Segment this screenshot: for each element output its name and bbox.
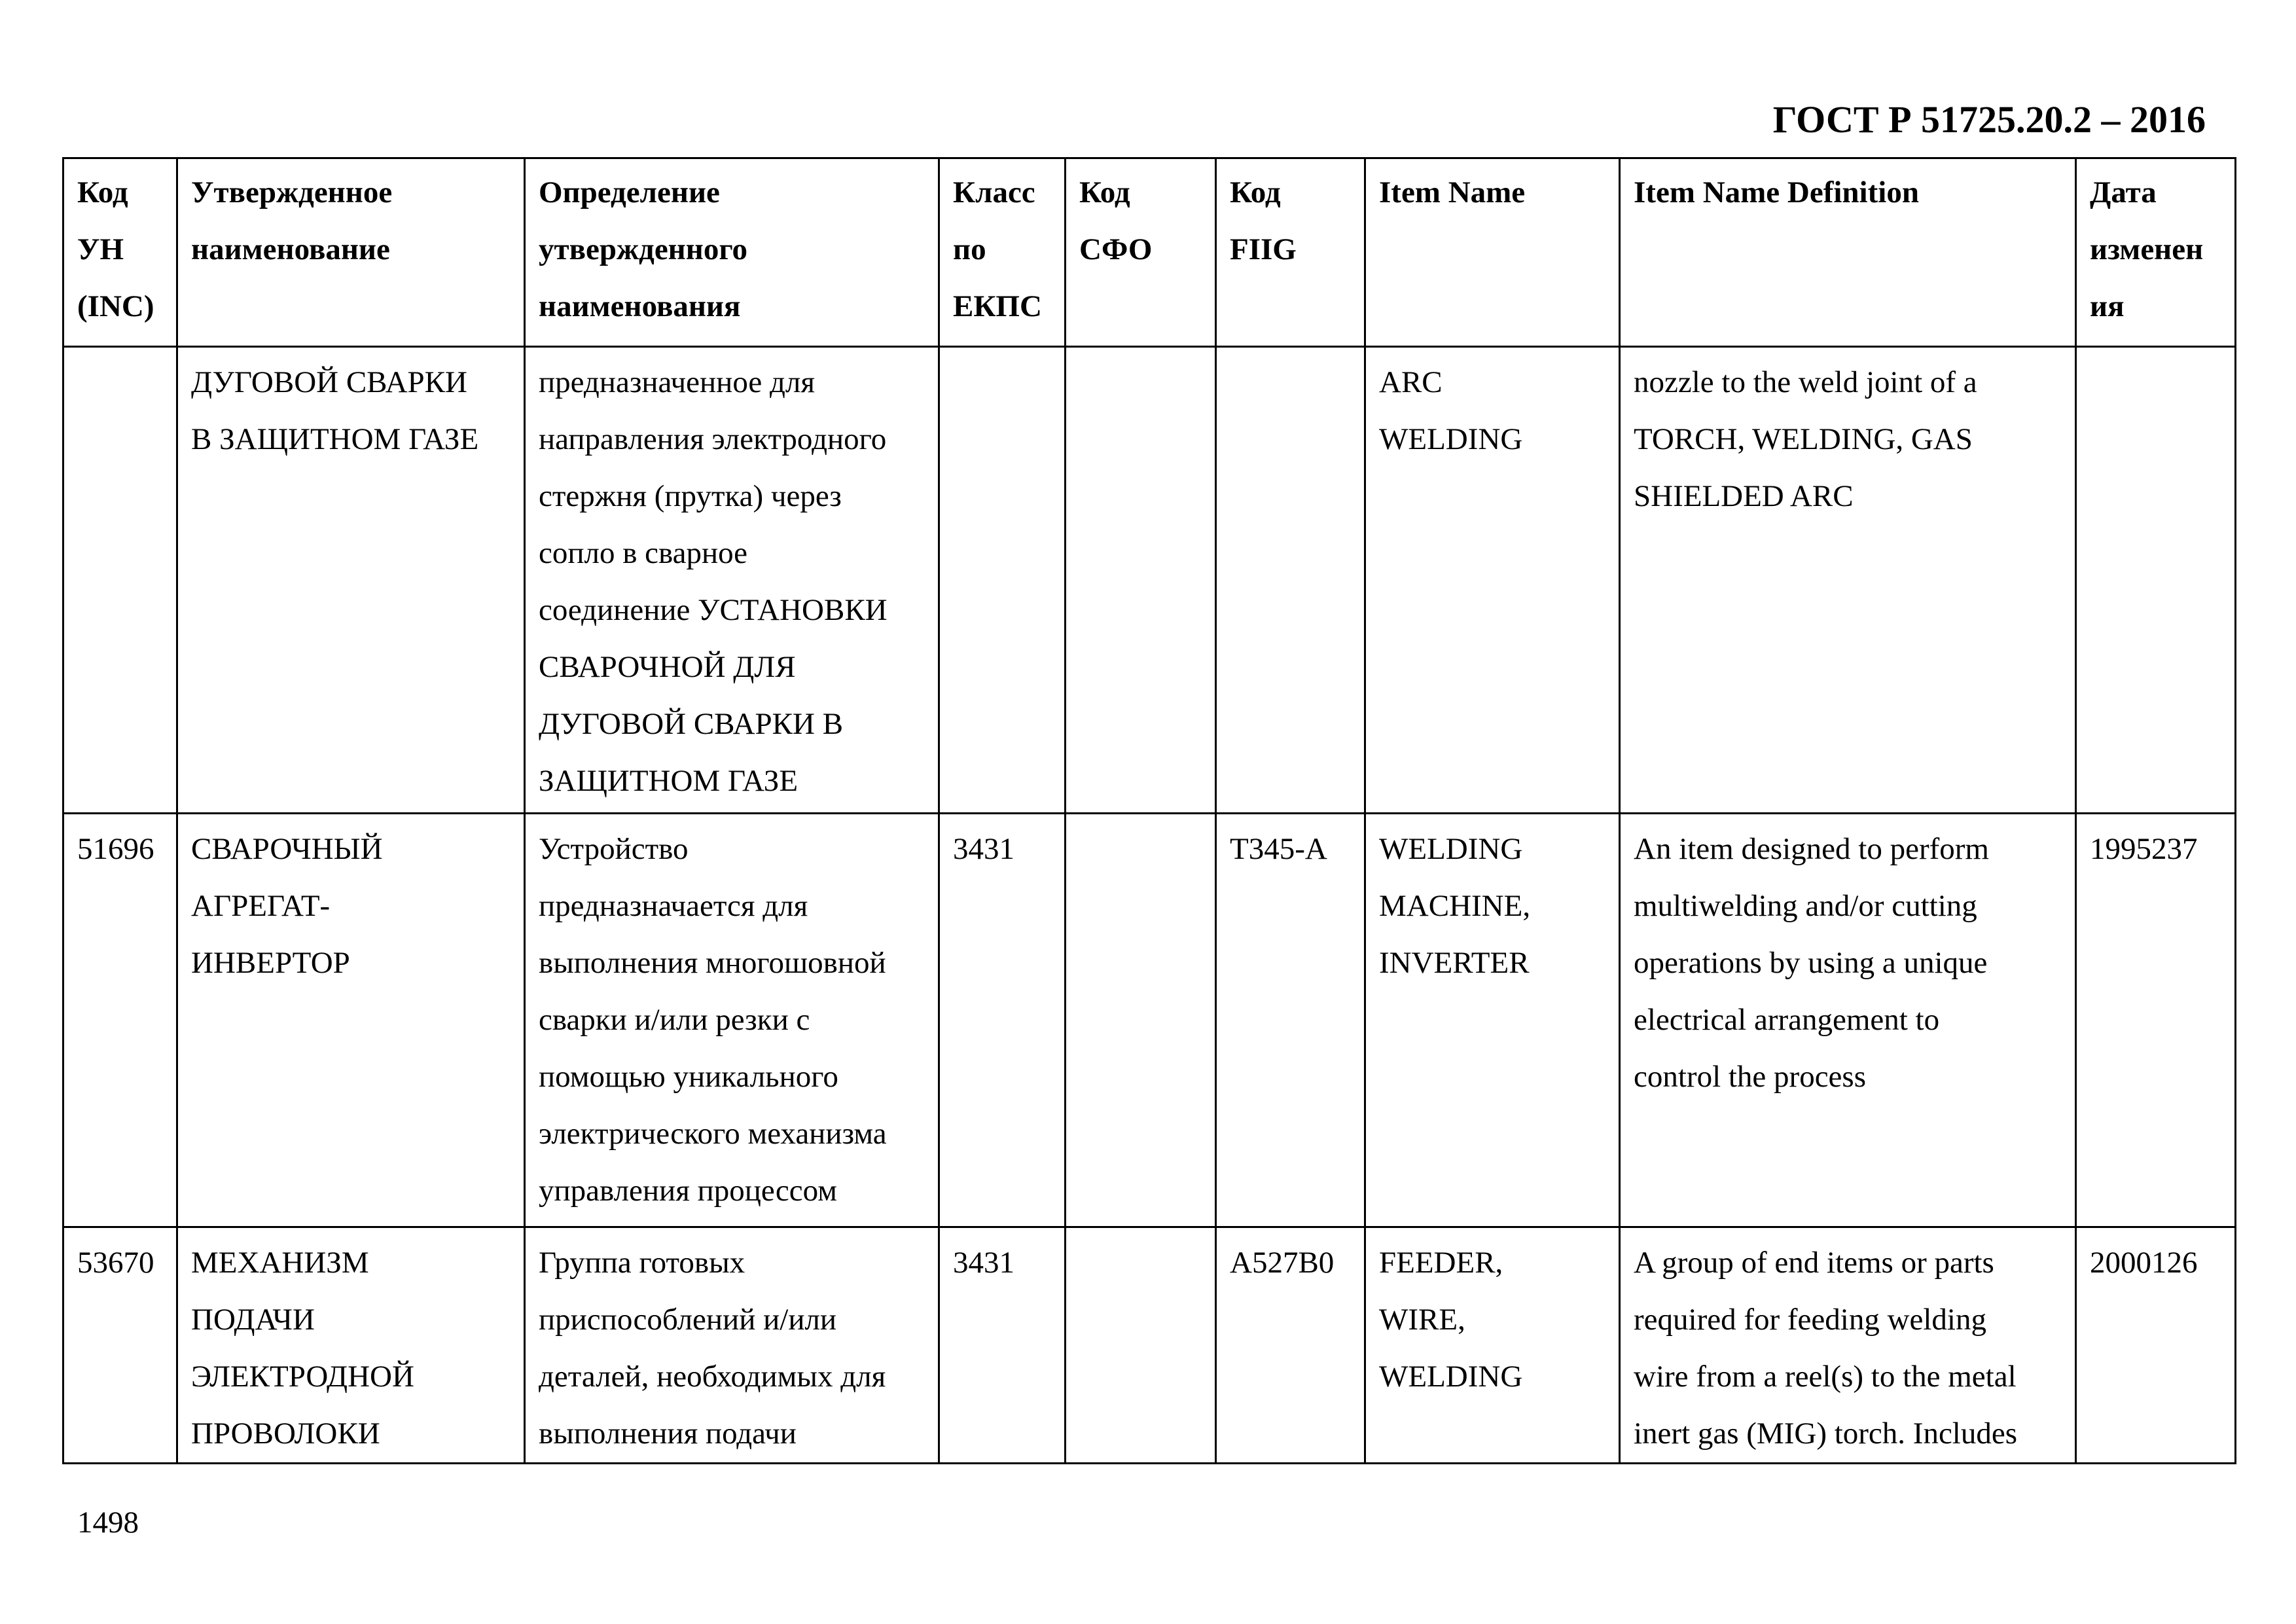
cell-approved-name-definition: Группа готовых приспособлений и/или деталей, необходимых для выполнения подачи: [525, 1227, 939, 1464]
cell-inc: 53670: [63, 1227, 177, 1464]
column-header-ekps-class: Класс по ЕКПС: [939, 158, 1066, 347]
cell-change-date: [2076, 347, 2236, 814]
cell-inc: 51696: [63, 814, 177, 1227]
cell-ekps-class: 3431: [939, 814, 1066, 1227]
table-row: [63, 1227, 2236, 1464]
cell-item-name-definition: nozzle to the weld joint of a TORCH, WELDING, GAS SHIELDED ARC: [1620, 347, 2076, 814]
cell-item-name: FEEDER, WIRE, WELDING: [1365, 1227, 1620, 1464]
page-number: 1498: [77, 1506, 139, 1540]
cell-fiig-code: [1216, 347, 1365, 814]
column-header-approved-name: Утвержденное наименование: [177, 158, 525, 347]
column-header-inc: Код УН (INC): [63, 158, 177, 347]
cell-sfo-code: [1066, 1227, 1216, 1464]
cell-item-name-definition: A group of end items or parts required for feeding welding wire from a reel(s) to the metal inert gas (MIG) torch. Includes: [1620, 1227, 2076, 1464]
column-header-approved-name-definition: Определение утвержденного наименования: [525, 158, 939, 347]
column-header-item-name: Item Name: [1365, 158, 1620, 347]
column-header-fiig-code: Код FIIG: [1216, 158, 1365, 347]
cell-approved-name-definition: предназначенное для направления электродного стержня (прутка) через сопло в сварное соединение УСТАНОВКИ СВАРОЧНОЙ ДЛЯ ДУГОВОЙ СВАРКИ В ЗАЩИТНОМ ГАЗЕ: [525, 347, 939, 814]
cell-approved-name: СВАРОЧНЫЙ АГРЕГАТ- ИНВЕРТОР: [177, 814, 525, 1227]
cell-approved-name: МЕХАНИЗМ ПОДАЧИ ЭЛЕКТРОДНОЙ ПРОВОЛОКИ: [177, 1227, 525, 1464]
cell-sfo-code: [1066, 814, 1216, 1227]
cell-fiig-code: T345-A: [1216, 814, 1365, 1227]
cell-change-date: 2000126: [2076, 1227, 2236, 1464]
cell-item-name: WELDING MACHINE, INVERTER: [1365, 814, 1620, 1227]
cell-sfo-code: [1066, 347, 1216, 814]
cell-inc: [63, 347, 177, 814]
cell-item-name-definition: An item designed to perform multiwelding and/or cutting operations by using a unique electrical arrangement to control the process: [1620, 814, 2076, 1227]
cell-approved-name-definition: Устройство предназначается для выполнения многошовной сварки и/или резки с помощью уникального электрического механизма управления процессом: [525, 814, 939, 1227]
item-name-table: [62, 157, 2236, 1464]
table-header-row: [63, 158, 2236, 347]
cell-item-name: ARC WELDING: [1365, 347, 1620, 814]
cell-ekps-class: 3431: [939, 1227, 1066, 1464]
column-header-change-date: Дата изменен ия: [2076, 158, 2236, 347]
cell-ekps-class: [939, 347, 1066, 814]
document-standard-header: ГОСТ Р 51725.20.2 – 2016: [1772, 98, 2206, 141]
column-header-sfo-code: Код СФО: [1066, 158, 1216, 347]
cell-change-date: 1995237: [2076, 814, 2236, 1227]
table-row: [63, 814, 2236, 1227]
table-row: [63, 347, 2236, 814]
cell-fiig-code: A527B0: [1216, 1227, 1365, 1464]
cell-approved-name: ДУГОВОЙ СВАРКИ В ЗАЩИТНОМ ГАЗЕ: [177, 347, 525, 814]
column-header-item-name-definition: Item Name Definition: [1620, 158, 2076, 347]
